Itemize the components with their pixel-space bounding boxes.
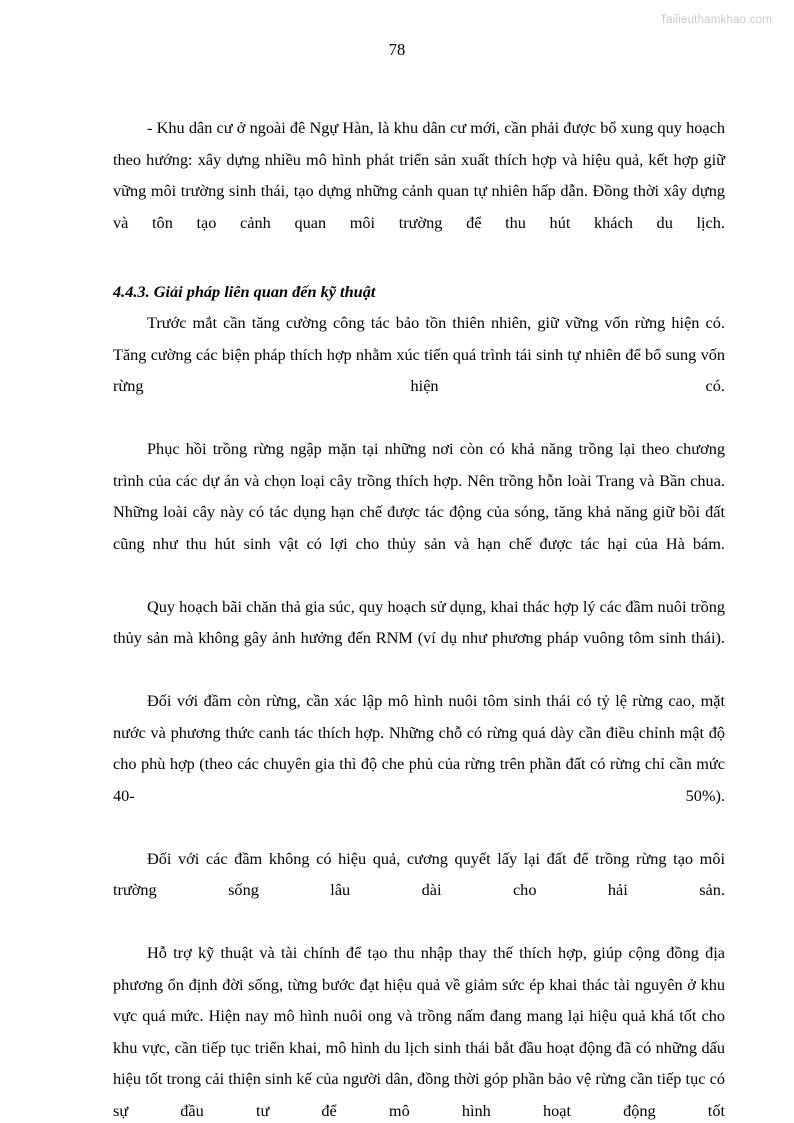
section-heading: 4.4.3. Giải pháp liên quan đến kỹ thuật [113, 281, 376, 301]
paragraph: Trước mắt cần tăng cường công tác bảo tồn thiên nhiên, giữ vững vốn rừng hiện có. Tăng cường các biện pháp thích hợp nhằm xúc tiến quá trình tái sinh tự nhiên để bổ sung vốn rừng hiện có. [113, 313, 725, 395]
paragraph: Quy hoạch bãi chăn thả gia súc, quy hoạch sử dụng, khai thác hợp lý các đầm nuôi trồng thủy sản mà không gây ảnh hưởng đến RNM (ví dụ như phương pháp vuông tôm sinh thái). [113, 596, 725, 647]
page-content [113, 112, 725, 1123]
watermark-text: Tailieuthamkhao.com [660, 14, 772, 26]
paragraph: Hỗ trợ kỹ thuật và tài chính để tạo thu nhập thay thế thích hợp, giúp cộng đồng địa phương ổn định đời sống, từng bước đạt hiệu quả về giảm sức ép khai thác tài nguyên ở khu vực quá mức. Hiện nay mô hình nuôi ong và trồng nấm đang mang lại hiệu quả khá tốt cho khu vực, cần tiếp tục triển khai, mô hình du lịch sinh thái bắt đầu hoạt động đã có những dấu hiệu tốt trong cải thiện sinh kế của người dân, đồng thời góp phần bảo vệ rừng cần tiếp tục có sự đầu tư để mô hình hoạt động tốt [113, 943, 725, 1120]
paragraph: - Khu dân cư ở ngoài đê Ngự Hàn, là khu dân cư mới, cần phải được bổ xung quy hoạch theo hướng: xây dựng nhiều mô hình phát triển sản xuất thích hợp và hiệu quả, kết hợp giữ vững môi trường sinh thái, tạo dựng những cảnh quan tự nhiên hấp dẫn. Đồng thời xây dựng và tôn tạo cảnh quan môi trường để thu hút khách du lịch. [113, 118, 725, 232]
paragraph: Đối với đầm còn rừng, cần xác lập mô hình nuôi tôm sinh thái có tỷ lệ rừng cao, mặt nước và phương thức canh tác thích hợp. Những chỗ có rừng quá dày cần điều chỉnh mật độ cho phù hợp (theo các chuyên gia thì độ che phủ của rừng trên phần đất có rừng chỉ cần mức 40- 50%). [113, 691, 725, 805]
page-number: 78 [388, 40, 406, 59]
paragraph: Phục hồi trồng rừng ngập mặn tại những nơi còn có khả năng trồng lại theo chương trình của các dự án và chọn loại cây trồng thích hợp. Nên trồng hỗn loài Trang và Bần chua. Những loài cây này có tác dụng hạn chế được tác động của sóng, tăng khả năng giữ bồi đất cũng như thu hút sinh vật có lợi cho thủy sản và hạn chế được tác hại của Hà bám. [113, 439, 725, 553]
paragraph: Đối với các đầm không có hiệu quả, cương quyết lấy lại đất để trồng rừng tạo môi trường sống lâu dài cho hải sản. [113, 848, 725, 899]
